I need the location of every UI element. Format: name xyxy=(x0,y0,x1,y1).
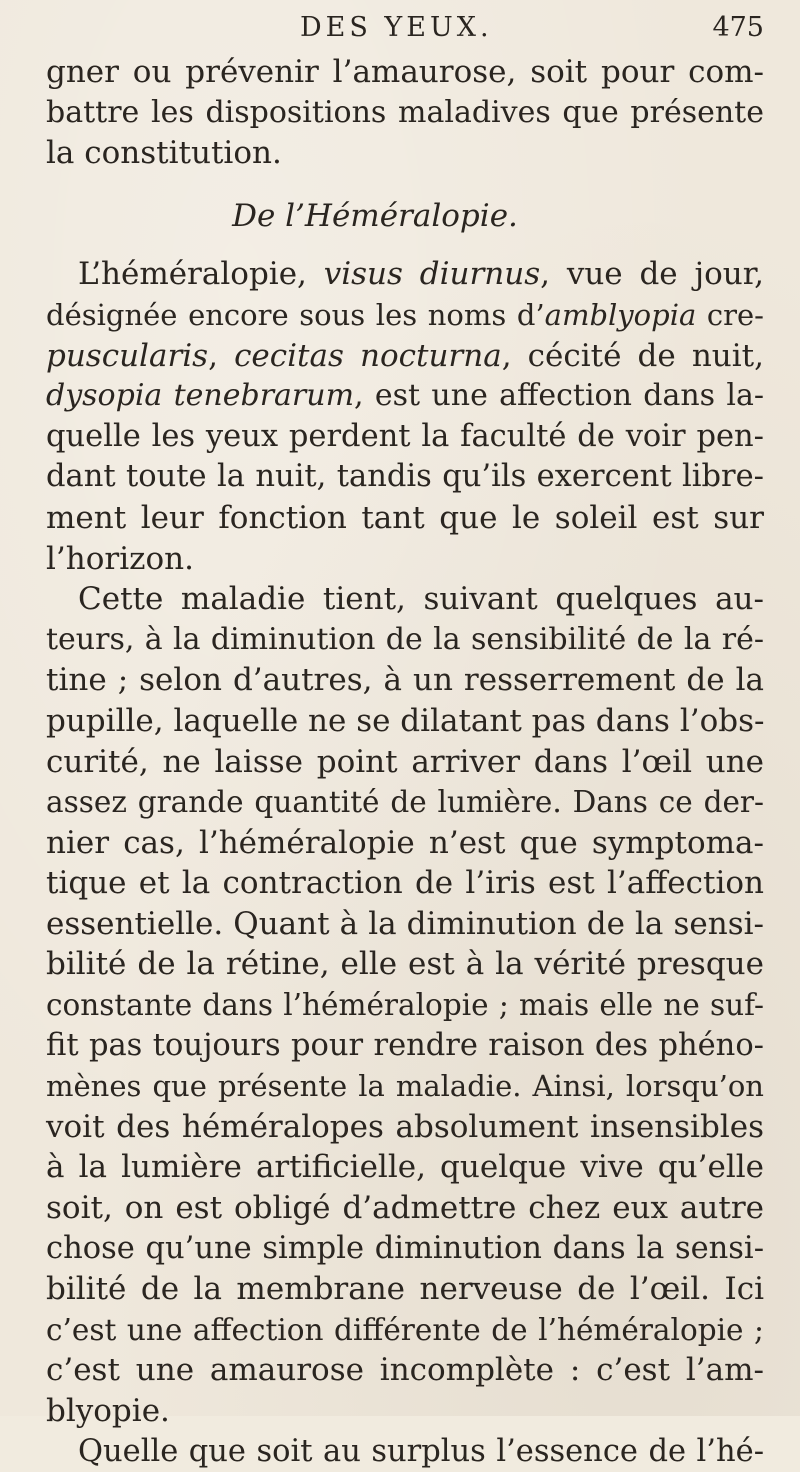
text-line: bilité de la membrane nerveuse de l’œil. Ici xyxy=(46,1271,764,1308)
text-line: blyopie. xyxy=(46,1393,170,1429)
text-line: Quelle que soit au surplus l’essence de l’hé- xyxy=(78,1433,764,1469)
page-number: 475 xyxy=(712,12,764,43)
text-run: , est une affection dans la- xyxy=(354,378,764,414)
text-line: mènes que présente la maladie. Ainsi, lorsqu’on xyxy=(46,1069,764,1104)
text-line xyxy=(46,295,764,336)
text-line: à la lumière artificielle, quelque vive qu’elle xyxy=(46,1149,764,1186)
italic-run: amblyopia xyxy=(544,297,697,332)
italic-run: dysopia tenebrarum xyxy=(46,378,355,414)
text-line: assez grande quantité de lumière. Dans ce der- xyxy=(46,785,764,820)
text-line: voit des héméralopes absolument insensibles xyxy=(46,1108,764,1145)
text-line: l’horizon. xyxy=(46,540,194,577)
text-line: c’est une affection différente de l’héméralopie ; xyxy=(46,1312,764,1347)
text-run: , cécité de nuit, xyxy=(501,337,764,374)
body-text xyxy=(46,52,764,1472)
text-line: chose qu’une simple diminution dans la sensi- xyxy=(46,1230,764,1266)
running-head xyxy=(0,8,800,48)
section-heading: De l’Héméralopie. xyxy=(232,197,518,234)
text-line: curité, ne laisse point arriver dans l’œil une xyxy=(46,743,764,780)
text-line xyxy=(46,254,764,295)
running-title: DES YEUX. xyxy=(300,12,493,43)
italic-run: visus diurnus xyxy=(323,256,541,293)
text-line: Cette maladie tient, suivant quelques au- xyxy=(78,581,764,618)
italic-run: cecitas nocturna xyxy=(234,337,502,374)
text-line: essentielle. Quant à la diminution de la sensi- xyxy=(46,905,764,942)
text-run: , vue de jour, xyxy=(540,256,764,293)
text-line: constante dans l’héméralopie ; mais elle ne suf- xyxy=(46,988,764,1023)
text-line: tine ; selon d’autres, à un resserrement de la xyxy=(46,662,764,699)
text-line: tique et la contraction de l’iris est l’affection xyxy=(46,865,764,902)
text-line: quelle les yeux perdent la faculté de voir pen- xyxy=(46,418,764,454)
text-line: teurs, à la diminution de la sensibilité de la ré- xyxy=(46,621,764,657)
text-line: bilité de la rétine, elle est à la vérité presque xyxy=(46,946,764,983)
text-line: la constitution. xyxy=(46,135,282,172)
text-line xyxy=(46,376,764,417)
text-line: c’est une amaurose incomplète : c’est l’am- xyxy=(46,1352,764,1389)
text-run: désignée encore sous les noms d’ xyxy=(46,297,545,332)
text-line xyxy=(46,336,764,377)
text-run: , xyxy=(208,337,235,374)
text-line: ment leur fonction tant que le soleil est sur xyxy=(46,499,764,536)
text-run: L’héméralopie, xyxy=(78,256,324,293)
text-line: gner ou prévenir l’amaurose, soit pour com- xyxy=(46,54,764,90)
text-line: battre les dispositions maladives que présente xyxy=(46,94,764,130)
text-line: soit, on est obligé d’admettre chez eux autre xyxy=(46,1190,764,1227)
text-line: pupille, laquelle ne se dilatant pas dans l’obs- xyxy=(46,702,765,739)
text-line: nier cas, l’héméralopie n’est que symptoma- xyxy=(46,824,764,861)
text-line: fit pas toujours pour rendre raison des phéno- xyxy=(46,1027,764,1063)
text-run: cre- xyxy=(696,297,764,332)
italic-run: puscularis xyxy=(46,337,209,374)
text-line: dant toute la nuit, tandis qu’ils exercent libre- xyxy=(46,459,764,495)
